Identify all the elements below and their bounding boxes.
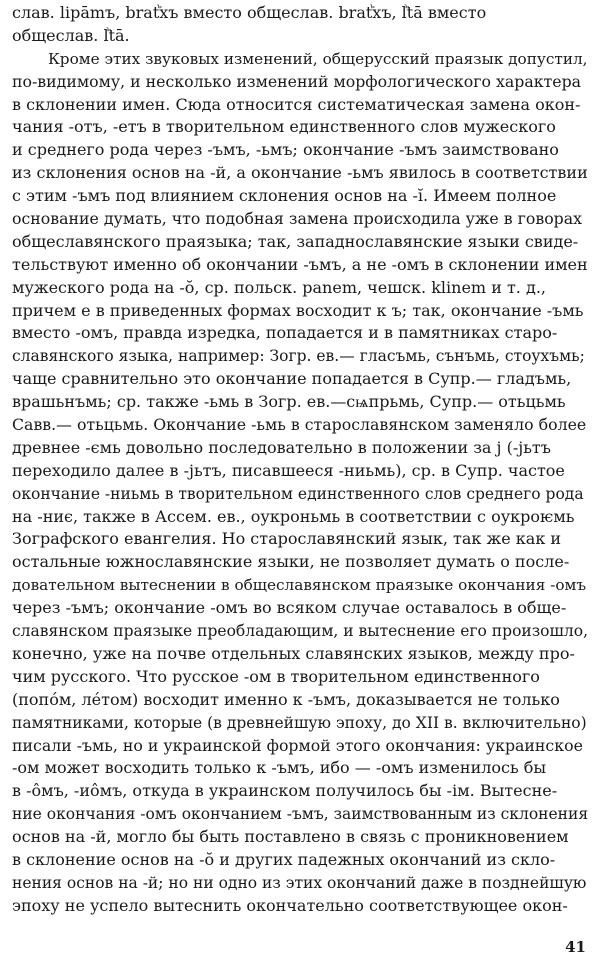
text-line: переходило далее в -jьтъ, писавшееся -ниьмь), ср. в Супр. частое — [12, 460, 565, 480]
text-line: в -о̂мъ, -ио̂мъ, откуда в украинском получилось бы -ім. Вытесне- — [12, 781, 558, 801]
text-line: окончание -ниьмь в творительном единственного слов среднего рода — [12, 484, 584, 503]
page-text — [12, 2, 588, 918]
text-line: чания -отъ, -етъ в творительном единственного слов мужеского — [12, 117, 556, 137]
text-line: эпоху не успело вытеснить окончательно соответствующее окон- — [12, 895, 568, 915]
text-line: конечно, уже на почве отдельных славянских языков, между про- — [12, 643, 575, 663]
text-line: мужеского рода на -ŏ, ср. польск. panem, чешск. klinem и т. д., — [12, 277, 546, 297]
text-line: и среднего рода через -ъмъ, -ьмъ; окончание -ъмъ заимствовано — [12, 140, 559, 160]
text-line: тельствуют именно об окончании -ъмъ, а не -омъ в склонении имен — [12, 254, 588, 274]
text-line: врашьнъмь; ср. также -ьмь в Зогр. ев.—сѩпрьмь, Супр.— отьцьмь — [12, 392, 566, 412]
text-line: на -ниє, также в Ассем. ев., оукроньмь в соответствии с оукроѥмь — [12, 506, 575, 526]
text-line: славянского языка, например: Зогр. ев.— гласъмь, сънъмь, стоухъмь; — [12, 347, 585, 366]
text-line: чаще сравнительно это окончание попадается в Супр.— гладъмь, — [12, 369, 572, 389]
page-number: 41 — [565, 938, 586, 956]
text-line: с этим -ъмъ под влиянием склонения основ на -ĭ. Имеем полное — [12, 186, 557, 206]
text-line: в склонении имен. Сюда относится систематическая замена окон- — [12, 94, 581, 114]
text-line: памятниками, которые (в древнейшую эпоху, до XII в. включительно) — [12, 713, 587, 732]
text-line: Савв.— отьцьмь. Окончание -ьмь в старославянском заменяло более — [12, 415, 587, 435]
text-line: причем е в приведенных формах восходит к ъ; так, окончание -ъмь — [12, 300, 584, 320]
text-line: довательном вытеснении в общеславянском праязыке окончания -омъ — [12, 576, 587, 595]
text-line: древнее -ємь довольно последовательно в положении за j (-jьтъ — [12, 437, 551, 457]
text-line: вместо -омъ, правда изредка, попадается и в памятниках старо- — [12, 323, 558, 343]
text-line: через -ъмъ; окончание -омъ во всяком случае оставалось в обще- — [12, 598, 567, 618]
text-line: (попо́м, ле́том) восходит именно к -ъмъ, доказывается не только — [12, 689, 560, 709]
text-line: ние окончания -омъ окончанием -ъмъ, заимствованным из склонения — [12, 805, 588, 824]
text-line: нения основ на -й; но ни одно из этих окончаний даже в позднейшую — [12, 873, 587, 892]
paragraph-start: Кроме этих звуковых изменений, общерусский праязык допустил, — [48, 49, 588, 68]
text-line: общеслав. lꙸtā. — [12, 25, 130, 45]
text-line: в склонение основ на -ŏ и других падежных окончаний из скло- — [12, 849, 556, 869]
text-line: основание думать, что подобная замена происходила уже в говорах — [12, 209, 583, 229]
text-line: основ на -й, могло бы быть поставлено в связь с проникновением — [12, 827, 569, 847]
text-line: славянском праязыке преобладающим, и вытеснение его произошло, — [12, 622, 588, 641]
text-line: чим русского. Что русское -ом в творительном единственного — [12, 666, 540, 686]
text-line: по-видимому, и несколько изменений морфологического характера — [12, 71, 582, 91]
text-line: остальные южнославянские языки, не позволяет думать о после- — [12, 552, 570, 572]
text-line: общеславянского праязыка; так, западнославянские языки свиде- — [12, 231, 579, 251]
text-line: слав. lipāmъ, bratꙸхъ вместо общеслав. bratꙸхъ, lꙸtā вместо — [12, 3, 487, 22]
text-line: из склонения основ на -й, а окончание -ьмъ явилось в соответствии — [12, 163, 588, 183]
text-line: писали -ъмь, но и украинской формой этого окончания: украинское — [12, 735, 583, 755]
text-line: Зографского евангелия. Но старославянский язык, так же как и — [12, 529, 562, 549]
text-line: -ом может восходить только к -ъмъ, ибо — -омъ изменилось бы — [12, 758, 547, 778]
